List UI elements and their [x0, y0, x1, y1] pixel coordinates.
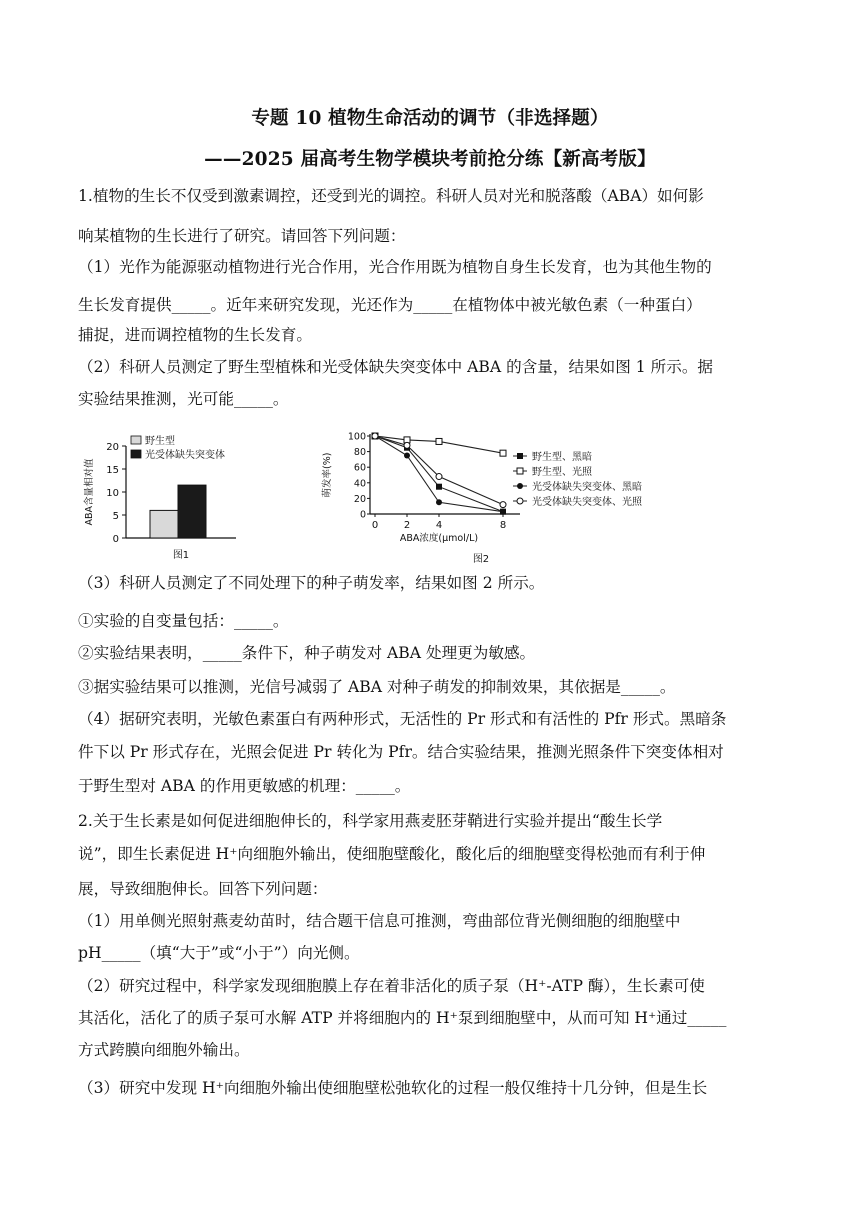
figure-caption: 图2: [472, 554, 490, 565]
body-text-line: （2）研究过程中，科学家发现细胞膜上存在着非活化的质子泵（H⁺-ATP 酶），生长素可使: [78, 977, 705, 995]
body-text-line: （4）据研究表明，光敏色素蛋白有两种形式，无活性的 Pr 形式和有活性的 Pfr 形式。黑暗条: [78, 710, 727, 728]
body-text-line: 说”，即生长素促进 H⁺向细胞外输出，使细胞壁酸化，酸化后的细胞壁变得松弛而有利于伸: [78, 845, 706, 863]
body-text-line: （2）科研人员测定了野生型植株和光受体缺失突变体中 ABA 的含量，结果如图 1 所示。据: [78, 358, 714, 376]
body-text-line: 捕捉，进而调控植物的生长发育。: [78, 326, 312, 344]
body-text-line: 1.植物的生长不仅受到激素调控，还受到光的调控。科研人员对光和脱落酸（ABA）如何影: [78, 187, 704, 205]
document-subtitle: ——2025 届高考生物学模块考前抢分练【新高考版】: [204, 149, 656, 170]
legend-swatch: [131, 436, 141, 444]
data-point: [436, 499, 442, 505]
body-text-line: 响某植物的生长进行了研究。请回答下列问题：: [78, 227, 406, 245]
y-tick-label: 10: [106, 488, 119, 499]
x-tick-label: 4: [435, 520, 443, 531]
x-tick-label: 2: [403, 520, 411, 531]
data-point: [372, 433, 378, 439]
figure-2-line-chart: [320, 428, 680, 568]
legend-marker: [517, 483, 523, 489]
y-axis-label: ABA含量相对值: [84, 458, 95, 526]
body-text-line: （1）光作为能源驱动植物进行光合作用，光合作用既为植物自身生长发育，也为其他生物的: [78, 258, 712, 276]
body-text-line: ③据实验结果可以推测，光信号减弱了 ABA 对种子萌发的抑制效果，其依据是_____。: [78, 678, 676, 696]
body-text-line: pH_____（填“大于”或“小于”）向光侧。: [78, 944, 360, 962]
x-tick-label: 8: [499, 520, 507, 531]
y-tick-label: 60: [353, 462, 366, 474]
body-text-line: （3）科研人员测定了不同处理下的种子萌发率，结果如图 2 所示。: [78, 574, 545, 592]
data-point: [436, 474, 442, 480]
x-tick-label: 0: [371, 520, 379, 531]
y-axis-label: 萌发率(%): [322, 452, 333, 498]
x-axis-label: ABA浓度(μmol/L): [399, 533, 479, 544]
body-text-line: （3）研究中发现 H⁺向细胞外输出使细胞壁松弛软化的过程一般仅维持十几分钟，但是生长: [78, 1079, 708, 1097]
legend-label: 光受体缺失突变体、光照: [532, 497, 642, 508]
body-text-line: 于野生型对 ABA 的作用更敏感的机理：_____。: [78, 777, 411, 795]
legend-marker: [517, 468, 523, 474]
y-tick-label: 0: [112, 534, 119, 545]
data-point: [404, 453, 410, 459]
y-tick-label: 40: [353, 478, 366, 490]
legend-label: 野生型: [145, 436, 175, 447]
body-text-line: 其活化，活化了的质子泵可水解 ATP 并将细胞内的 H⁺泵到细胞壁中，从而可知 H⁺通过_____: [78, 1009, 727, 1027]
y-tick-label: 0: [359, 509, 366, 521]
data-point: [436, 438, 442, 444]
legend-label: 光受体缺失突变体: [145, 450, 225, 461]
y-tick-label: 100: [347, 431, 366, 443]
series-line-3: [375, 436, 503, 505]
legend-label: 光受体缺失突变体、黑暗: [532, 482, 642, 493]
bar-mutant: [178, 485, 206, 538]
legend-marker: [517, 498, 523, 504]
figure-1-bar-chart: [78, 430, 268, 570]
body-text-line: 生长发育提供_____。近年来研究发现，光还作为_____在植物体中被光敏色素（一种蛋白）: [78, 296, 702, 314]
legend-label: 野生型、黑暗: [532, 452, 592, 463]
y-tick-label: 15: [106, 465, 119, 476]
y-tick-label: 20: [353, 493, 366, 505]
data-point: [500, 502, 506, 508]
body-text-line: 实验结果推测，光可能_____。: [78, 390, 289, 408]
legend-marker: [517, 453, 523, 459]
body-text-line: 件下以 Pr 形式存在，光照会促进 Pr 转化为 Pfr。结合实验结果，推测光照条件下突变体相对: [78, 743, 724, 761]
y-tick-label: 80: [353, 447, 366, 459]
y-tick-label: 5: [112, 511, 119, 522]
data-point: [436, 484, 442, 490]
figure-caption: 图1: [172, 550, 190, 561]
body-text-line: ①实验的自变量包括：_____。: [78, 612, 289, 630]
y-tick-label: 20: [106, 442, 119, 453]
document-title: 专题 10 植物生命活动的调节（非选择题）: [251, 108, 609, 129]
data-point: [500, 509, 506, 515]
body-text-line: 展，导致细胞伸长。回答下列问题：: [78, 880, 328, 898]
body-text-line: 方式跨膜向细胞外输出。: [78, 1041, 250, 1059]
legend-label: 野生型、光照: [532, 467, 592, 478]
body-text-line: （1）用单侧光照射燕麦幼苗时，结合题干信息可推测，弯曲部位背光侧细胞的细胞壁中: [78, 912, 681, 930]
legend-swatch: [131, 450, 141, 458]
body-text-line: 2.关于生长素是如何促进细胞伸长的，科学家用燕麦胚芽鞘进行实验并提出“酸生长学: [78, 812, 663, 830]
data-point: [404, 442, 410, 448]
data-point: [500, 450, 506, 456]
bar-wild-type: [150, 510, 178, 538]
body-text-line: ②实验结果表明，_____条件下，种子萌发对 ABA 处理更为敏感。: [78, 644, 536, 662]
